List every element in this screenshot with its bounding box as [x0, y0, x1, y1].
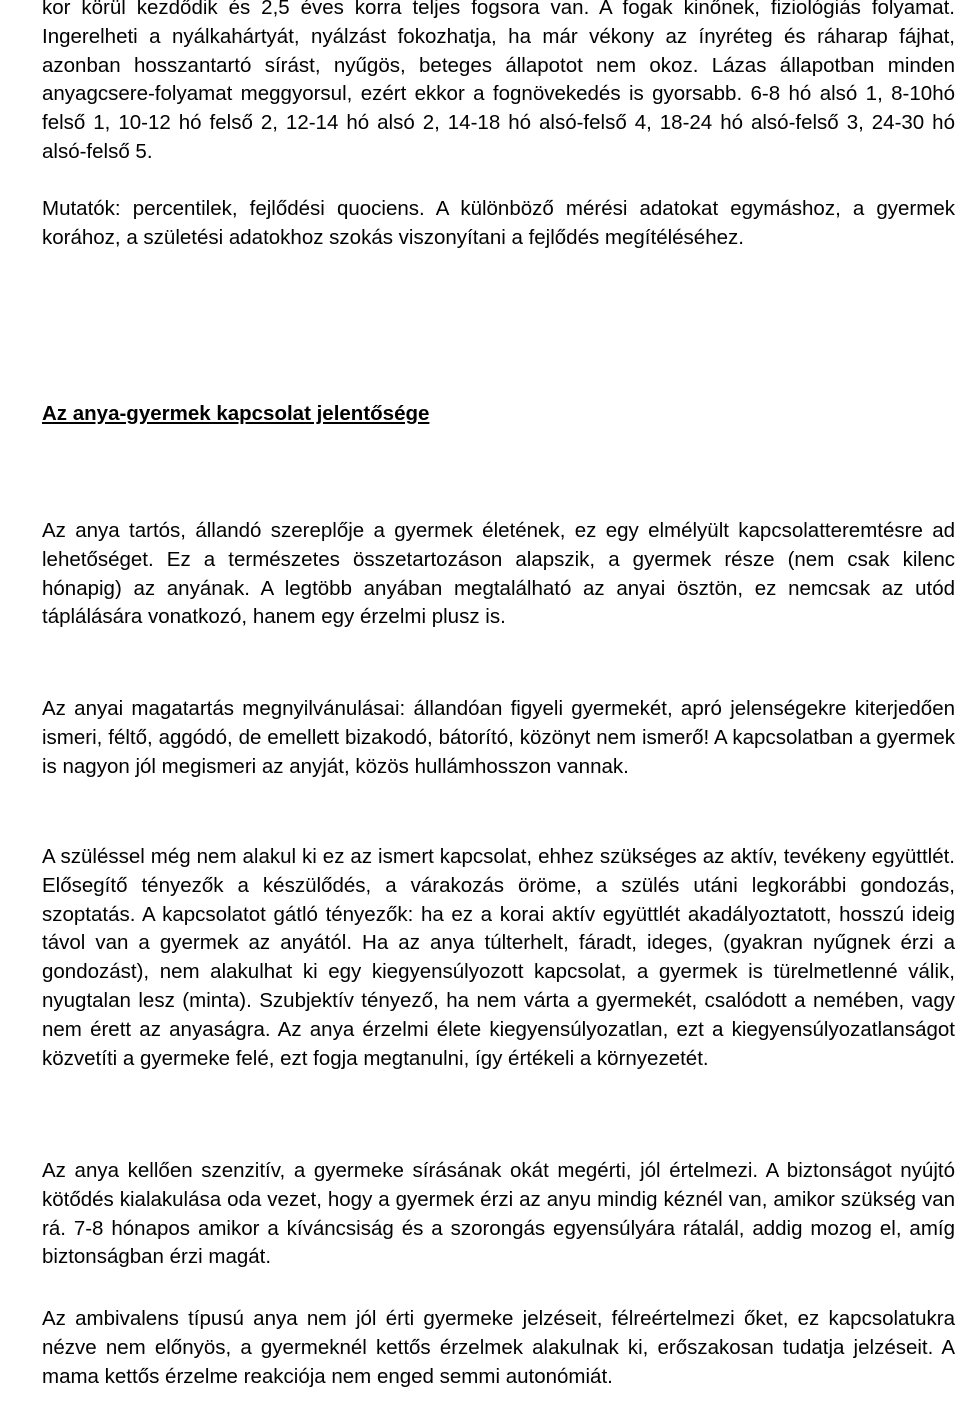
paragraph-mother-behavior: Az anyai magatartás megnyilvánulásai: állandóan figyeli gyermekét, apró jelenségekre kiterjedően ismeri, féltő, aggódó, de emellett bizakodó, bátorító, közönyt nem ismerő! A kapcsolatban a gyermek is nagyon jól megismeri az anyját, közös hullámhosszon vannak.: [42, 697, 955, 778]
top-text-block: [42, 0, 955, 252]
paragraph-secure-attachment: Az anya kellően szenzitív, a gyermeke sírásának okát megérti, jól értelmezi. A biztonságot nyújtó kötődés kialakulása oda vezet, hogy a gyermek érzi az anyu mindig kéznél van, amikor szükség van rá. 7-8 hónapos amikor a kíváncsiság és a szorongás egyensúlyára rátalál, addig mozog el, amíg biztonságban érzi magát.: [42, 1159, 955, 1269]
section-heading: Az anya-gyermek kapcsolat jelentősége: [42, 402, 430, 425]
paragraph-mother-role: Az anya tartós, állandó szereplője a gyermek életének, ez egy elmélyült kapcsolatteremtésre ad lehetőséget. Ez a természetes összetartozáson alapszik, a gyermek része (nem csak kilenc hónapig) az anyának. A legtöbb anyában megtalálható az anyai ösztön, ez nemcsak az utód táplálására vonatkozó, hanem egy érzelmi plusz is.: [42, 519, 955, 629]
paragraph-ambivalent-mother: Az ambivalens típusú anya nem jól érti gyermeke jelzéseit, félreértelmezi őket, ez kapcsolatukra nézve nem előnyös, a gyermeknél kettős érzelmek alakulnak ki, erőszakosan tudatja jelzéseit. A mama kettős érzelme reakciója nem enged semmi autonómiát.: [42, 1307, 955, 1388]
paragraph-indicators: Mutatók: percentilek, fejlődési quociens. A különböző mérési adatokat egymáshoz, a gyermek korához, a születési adatokhoz szokás viszonyítani a fejlődés megítéléséhez.: [42, 196, 955, 249]
paragraph-teeth-development: kor körül kezdődik és 2,5 éves korra teljes fogsora van. A fogak kinőnek, fiziológiás folyamat. Ingerelheti a nyálkahártyát, nyálzást fokozhatja, ha már vékony az ínyréteg és ráharap fájhat, azonban hosszantartó sírást, nyűgös, beteges állapotot nem okoz. Lázas állapotban minden anyagcsere-folyamat meggyorsul, ezért ekkor a fognövekedés is gyorsabb. 6-8 hó alsó 1, 8-10hó felső 1, 10-12 hó felső 2, 12-14 hó alsó 2, 14-18 hó alsó-felső 4, 18-24 hó alsó-felső 3, 24-30 hó alsó-felső 5.: [42, 0, 955, 163]
paragraph-bonding-factors: A szüléssel még nem alakul ki ez az ismert kapcsolat, ehhez szükséges az aktív, tevékeny együttlét. Elősegítő tényezők a készülődés, a várakozás öröme, a szülés utáni legkorábbi gondozás, szoptatás. A kapcsolatot gátló tényezők: ha ez a korai aktív együttlét akadályoztatott, hosszú ideig távol van a gyermek az anyától. Ha az anya túlterhelt, fáradt, ideges, (gyakran nyűgnek érzi a gondozást), nem alakulhat ki egy kiegyensúlyozott kapcsolat, a gyermek is türelmetlenné válik, nyugtalan lesz (minta). Szubjektív tényező, ha nem várta a gyermekét, csalódott a nemében, vagy nem érett az anyaságra. Az anya érzelmi élete kiegyensúlyozatlan, ezt a kiegyensúlyozatlanságot közvetíti a gyermeke felé, ezt fogja megtanulni, így értékeli a környezetét.: [42, 845, 955, 1070]
